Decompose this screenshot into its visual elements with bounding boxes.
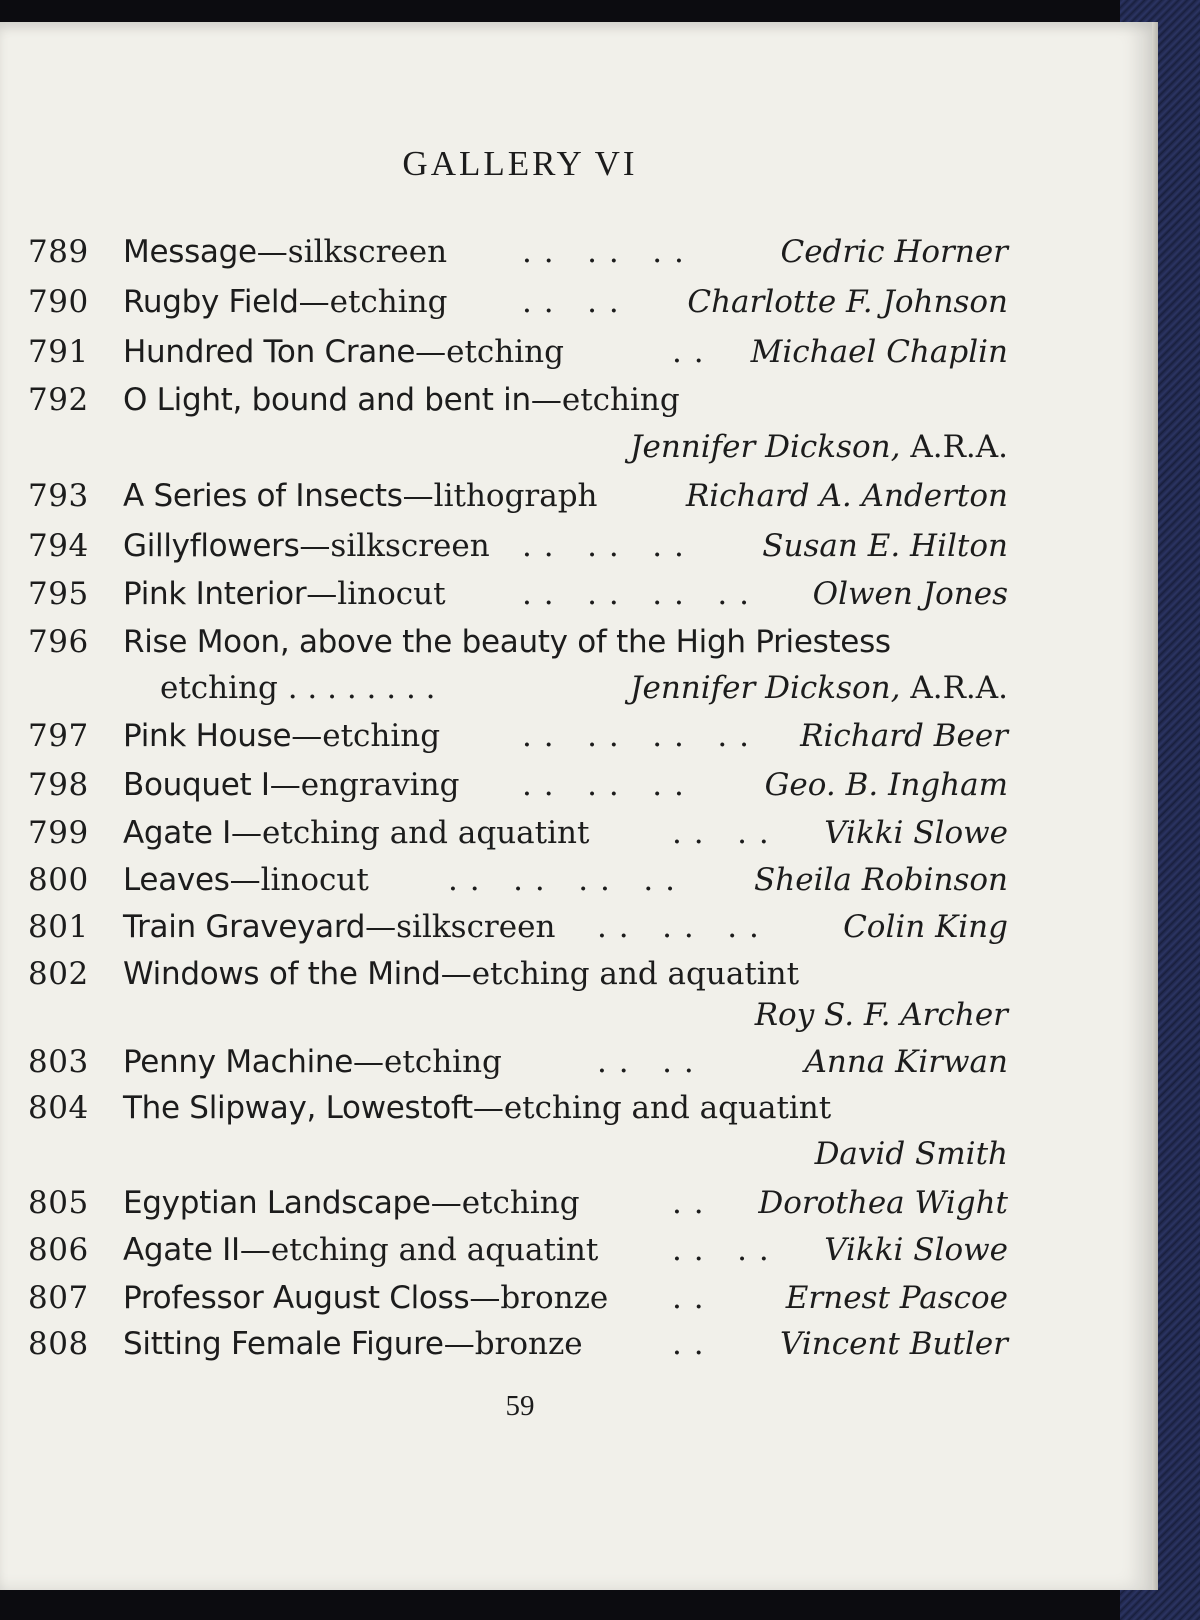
entry-medium: —etching — [530, 382, 680, 418]
entry-row — [0, 1185, 1010, 1225]
leader-dots: . . — [672, 334, 705, 370]
entry-number: 797 — [28, 718, 89, 754]
entry-number: 805 — [28, 1185, 89, 1221]
entry-artist: Vikki Slowe — [824, 815, 1008, 851]
entry-medium: —etching — [291, 718, 441, 754]
entry-number: 796 — [28, 624, 89, 660]
entry-title: Rugby Field—etching — [123, 284, 448, 320]
leader-dots: . . . . — [597, 1044, 695, 1080]
entry-artist-line — [0, 997, 1010, 1037]
entry-medium: —etching — [415, 334, 564, 370]
entry-row — [0, 1280, 1010, 1320]
entry-medium: etching . . . . . . . . — [160, 670, 436, 706]
leader-dots: . . . . . . — [522, 767, 685, 803]
entry-number: 808 — [28, 1326, 89, 1362]
entry-artist-line — [0, 429, 1010, 469]
entry-title: Pink House—etching — [123, 718, 441, 754]
entry-title: Windows of the Mind—etching and aquatint — [123, 956, 800, 992]
entry-artist: Michael Chaplin — [750, 334, 1008, 370]
entry-artist: Geo. B. Ingham — [764, 767, 1008, 803]
entry-row — [0, 956, 1010, 996]
leader-dots: . . . . — [672, 1232, 770, 1268]
entry-title: Bouquet I—engraving — [123, 767, 460, 803]
entry-artist: Vincent Butler — [780, 1326, 1008, 1362]
entry-title: Message—silkscreen — [123, 234, 448, 270]
entry-number: 793 — [28, 478, 89, 514]
entry-row — [0, 815, 1010, 855]
entry-row — [0, 528, 1010, 568]
entry-number: 802 — [28, 956, 89, 992]
entry-row — [0, 284, 1010, 324]
entry-artist: Sheila Robinson — [754, 862, 1008, 898]
entry-artist: Charlotte F. Johnson — [687, 284, 1008, 320]
entry-row — [0, 1044, 1010, 1084]
entry-artist-line — [0, 1136, 1010, 1176]
leader-dots: . . . . . . . . — [522, 576, 750, 612]
entry-medium: —silkscreen — [256, 234, 448, 270]
entry-row — [0, 576, 1010, 616]
entry-number: 800 — [28, 862, 89, 898]
entry-row — [0, 909, 1010, 949]
entry-title: A Series of Insects—lithograph — [123, 478, 598, 514]
entry-medium: —linocut — [306, 576, 446, 612]
entry-title: The Slipway, Lowestoft—etching and aquatint — [123, 1090, 832, 1126]
entry-continuation-line — [0, 670, 1010, 710]
entry-number: 803 — [28, 1044, 89, 1080]
entry-title: O Light, bound and bent in—etching — [123, 382, 680, 418]
entry-artist: Jennifer Dickson, A.R.A. — [630, 429, 1008, 465]
entry-medium: —etching and aquatint — [440, 956, 800, 992]
entry-medium: —linocut — [229, 862, 369, 898]
entry-row — [0, 478, 1010, 518]
entry-medium: —etching and aquatint — [472, 1090, 832, 1126]
entry-title: Pink Interior—linocut — [123, 576, 446, 612]
entry-medium: —etching — [353, 1044, 502, 1080]
entry-artist: David Smith — [814, 1136, 1008, 1172]
entry-title: Train Graveyard—silkscreen — [123, 909, 556, 945]
entry-artist: Richard Beer — [800, 718, 1008, 754]
catalogue-page — [0, 22, 1152, 1590]
entry-artist: Cedric Horner — [780, 234, 1008, 270]
entry-title: Agate I—etching and aquatint — [123, 815, 590, 851]
entry-title: Sitting Female Figure—bronze — [123, 1326, 583, 1362]
entry-title: Penny Machine—etching — [123, 1044, 502, 1080]
entry-row — [0, 234, 1010, 274]
entry-medium: —lithograph — [402, 478, 598, 514]
entry-title: Rise Moon, above the beauty of the High Priestess — [123, 624, 891, 660]
leader-dots: . . . . . . — [522, 528, 685, 564]
entry-title: Gillyflowers—silkscreen — [123, 528, 490, 564]
entry-artist: Ernest Pascoe — [785, 1280, 1008, 1316]
entry-medium: —etching — [430, 1185, 580, 1221]
entry-number: 795 — [28, 576, 89, 612]
entry-artist: Jennifer Dickson, A.R.A. — [630, 670, 1008, 706]
entry-number: 792 — [28, 382, 89, 418]
entry-medium: —silkscreen — [365, 909, 556, 945]
leader-dots: . . . . . . — [522, 234, 685, 270]
entry-artist: Roy S. F. Archer — [754, 997, 1008, 1033]
entry-medium: —etching — [298, 284, 448, 320]
entry-number: 791 — [28, 334, 89, 370]
entry-artist: Richard A. Anderton — [685, 478, 1008, 514]
entry-number: 790 — [28, 284, 89, 320]
entry-row — [0, 1326, 1010, 1366]
entry-title: Agate II—etching and aquatint — [123, 1232, 599, 1268]
leader-dots: . . . . — [522, 284, 620, 320]
entry-row — [0, 382, 1010, 422]
entry-number: 804 — [28, 1090, 89, 1126]
entry-artist: Colin King — [843, 909, 1008, 945]
page-heading: GALLERY VI — [402, 144, 638, 183]
entry-number: 801 — [28, 909, 89, 945]
leader-dots: . . . . . . . . — [522, 718, 750, 754]
entry-medium: —bronze — [443, 1326, 583, 1362]
entry-row — [0, 624, 1010, 664]
entry-row — [0, 718, 1010, 758]
entry-title: Professor August Closs—bronze — [123, 1280, 609, 1316]
entry-row — [0, 767, 1010, 807]
leader-dots: . . . . . . — [597, 909, 760, 945]
entry-number: 806 — [28, 1232, 89, 1268]
page-edge — [1152, 22, 1158, 1590]
entry-artist: Dorothea Wight — [758, 1185, 1008, 1221]
entry-number: 798 — [28, 767, 89, 803]
leader-dots: . . — [672, 1185, 705, 1221]
entry-artist: Susan E. Hilton — [762, 528, 1008, 564]
entry-number: 794 — [28, 528, 89, 564]
entry-artist: Anna Kirwan — [804, 1044, 1008, 1080]
entry-row — [0, 334, 1010, 374]
entry-medium: —etching and aquatint — [231, 815, 590, 851]
entry-row — [0, 862, 1010, 902]
leader-dots: . . — [672, 1326, 705, 1362]
entry-title: Hundred Ton Crane—etching — [123, 334, 564, 370]
entry-artist: Olwen Jones — [812, 576, 1008, 612]
entry-title: Egyptian Landscape—etching — [123, 1185, 580, 1221]
entry-medium: —etching and aquatint — [239, 1232, 599, 1268]
entry-number: 789 — [28, 234, 89, 270]
entry-number: 799 — [28, 815, 89, 851]
leader-dots: . . — [672, 1280, 705, 1316]
leader-dots: . . . . — [672, 815, 770, 851]
entry-artist: Vikki Slowe — [824, 1232, 1008, 1268]
entry-row — [0, 1232, 1010, 1272]
entry-medium: —engraving — [269, 767, 460, 803]
entry-number: 807 — [28, 1280, 89, 1316]
leader-dots: . . . . . . . . — [448, 862, 676, 898]
page-number: 59 — [505, 1390, 535, 1422]
entry-medium: —bronze — [469, 1280, 609, 1316]
entry-title: Leaves—linocut — [123, 862, 369, 898]
entry-row — [0, 1090, 1010, 1130]
entry-medium: —silkscreen — [299, 528, 490, 564]
